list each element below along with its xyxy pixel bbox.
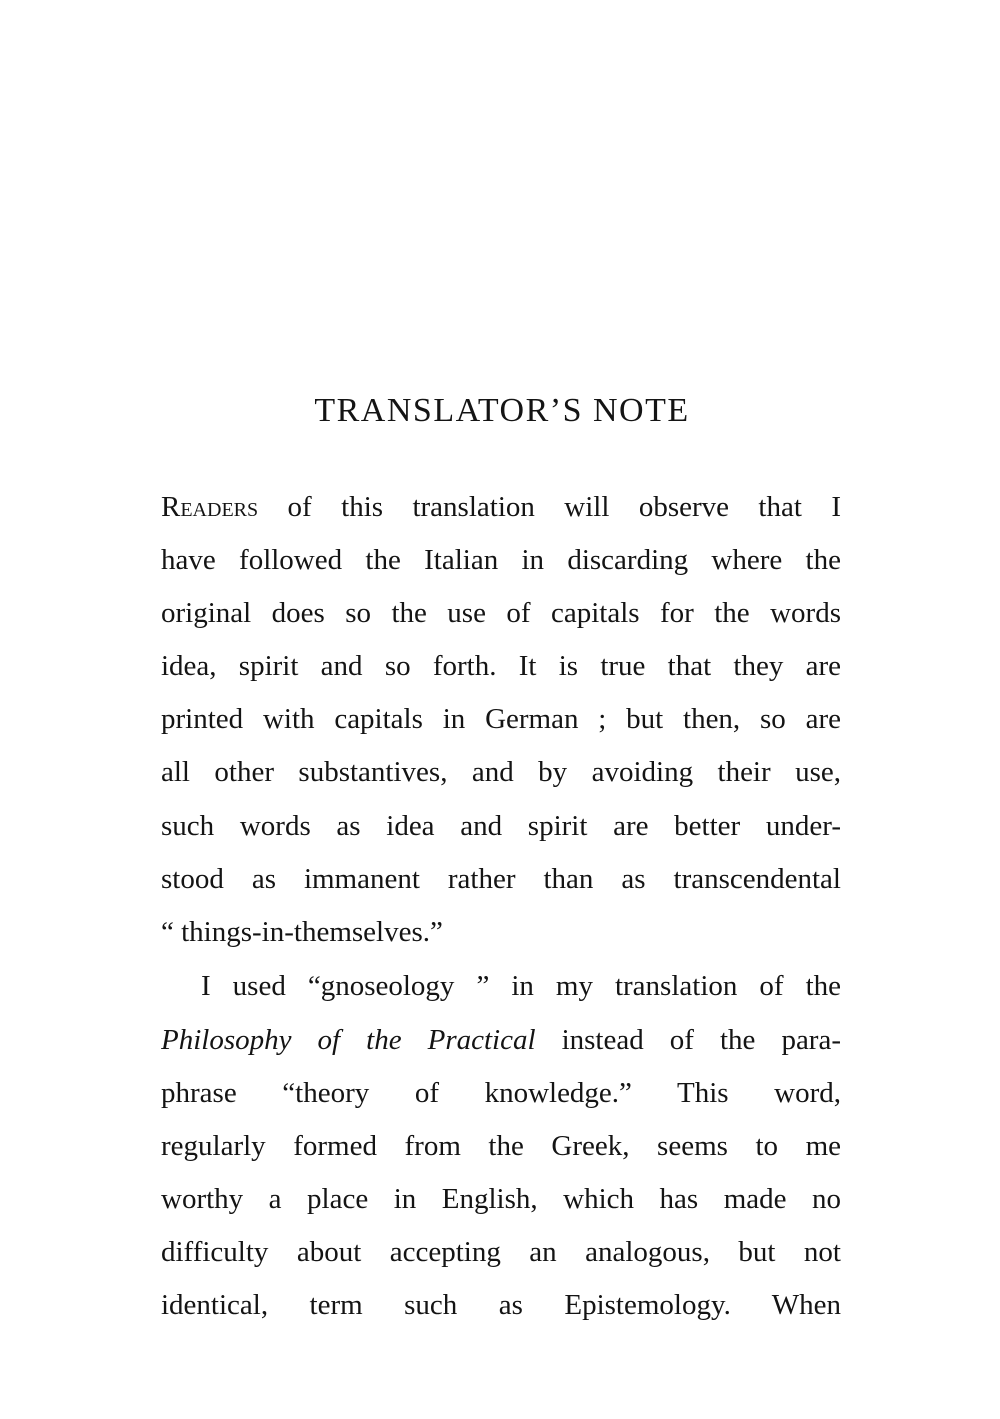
paragraph-2 [161,960,841,1332]
text-line: Philosophy of the Practical instead of the para- [161,1023,841,1056]
text-line: worthy a place in English, which has made no [161,1182,841,1215]
text-line: have followed the Italian in discarding where the [161,544,841,577]
paragraph-1 [161,481,841,959]
text-line: phrase “theory of knowledge.” This word, [161,1076,841,1109]
page-title: TRANSLATOR’S NOTE [314,392,690,429]
text-line: “ things-in-themselves.” [161,915,443,948]
text-line: all other substantives, and by avoiding their use, [161,756,841,789]
text-line: difficulty about accepting an analogous, but not [161,1235,841,1268]
text-line: original does so the use of capitals for the words [161,597,841,630]
text-line: such words as idea and spirit are better under- [161,809,841,842]
text-line: idea, spirit and so forth. It is true that they are [161,650,841,683]
text-line: stood as immanent rather than as transcendental [161,862,841,895]
text-line: I used “gnoseology ” in my translation of the [201,970,841,1003]
text-line: Readers of this translation will observe that I [161,491,841,523]
text-line: printed with capitals in German ; but then, so are [161,703,841,736]
small-caps-lead: Readers [161,491,259,523]
body-text [161,481,841,1332]
book-title-italic: Philosophy of the Practical [161,1023,536,1056]
text-line: identical, term such as Epistemology. When [161,1289,841,1321]
text-line: regularly formed from the Greek, seems to me [161,1129,841,1162]
